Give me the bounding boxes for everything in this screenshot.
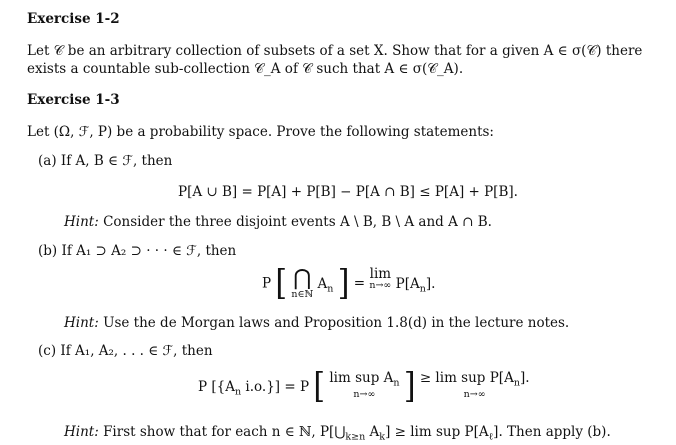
- exercise-1-2-title: Exercise 1-2: [27, 11, 120, 27]
- part-c-limsup-rhs: ≥ lim sup $P[A_n]$. n→∞: [419, 370, 530, 400]
- left-bracket: [: [275, 263, 288, 304]
- big-intersection: [291, 268, 313, 300]
- right-bracket-c: ]: [403, 366, 416, 407]
- right-bracket: ]: [337, 263, 350, 304]
- intersection-symbol: ⋂: [293, 266, 312, 291]
- part-a-text: If A, B ∈ ℱ, then: [60, 153, 173, 169]
- part-b-label: (b): [38, 243, 58, 259]
- part-b-eq-equals: =: [353, 275, 366, 292]
- part-a-statement: [38, 153, 172, 169]
- part-b-eq-An: $A_n$: [317, 275, 334, 295]
- part-c-text: If A₁, A₂, . . . ∈ ℱ, then: [60, 343, 213, 359]
- part-b-statement: [38, 243, 236, 259]
- part-b-text: If A₁ ⊃ A₂ ⊃ · · · ∈ ℱ, then: [61, 243, 237, 259]
- exercise-1-3-title: Exercise 1-3: [27, 92, 120, 108]
- exercise-1-3-intro: Let (Ω, ℱ, P) be a probability space. Prove the following statements:: [27, 124, 494, 140]
- part-b-eq-PAn: $P[A_n]$.: [395, 275, 436, 295]
- part-b-eq-P: P: [262, 275, 272, 292]
- part-a-equation: P[A ∪ B] = P[A] + P[B] − P[A ∩ B] ≤ P[A] + P[B].: [178, 184, 518, 200]
- part-c-limsup: lim sup $A_n$ n→∞: [329, 370, 400, 400]
- part-b-hint-label: Hint:: [64, 315, 99, 331]
- part-a-label: (a): [38, 153, 57, 169]
- part-c-hint-label: Hint:: [64, 424, 99, 440]
- part-b-equation: [262, 263, 436, 304]
- part-c-hint: [64, 424, 611, 443]
- part-c-statement: [38, 343, 213, 359]
- part-c-eq-lhs: P [{$A_n$ i.o.}] = P: [198, 378, 310, 398]
- intersection-index: n∈ℕ: [291, 289, 314, 300]
- part-c-equation: [198, 366, 530, 407]
- part-b-limit: lim n→∞: [369, 266, 392, 291]
- part-a-hint-text: Consider the three disjoint events A \ B, B \ A and A ∩ B.: [103, 214, 492, 230]
- part-c-label: (c): [38, 343, 57, 359]
- part-c-hint-text: First show that for each n ∈ ℕ, $P[⋃_{k\ge n}$ $A_k] \ge \lim$ sup $P[A_\ell]$. Then apply (b).: [103, 424, 611, 443]
- exercise-1-2-text-line1: Let 𝒞 be an arbitrary collection of subsets of a set X. Show that for a given A ∈ σ(𝒞) there: [27, 43, 643, 59]
- part-b-hint: [64, 315, 569, 331]
- left-bracket-c: [: [313, 366, 326, 407]
- part-a-hint-label: Hint:: [64, 214, 99, 230]
- part-b-hint-text: Use the de Morgan laws and Proposition 1.8(d) in the lecture notes.: [103, 315, 570, 331]
- part-a-hint: [64, 214, 492, 230]
- exercise-1-2-text-line2: exists a countable sub-collection 𝒞_A of 𝒞 such that A ∈ σ(𝒞_A).: [27, 61, 464, 77]
